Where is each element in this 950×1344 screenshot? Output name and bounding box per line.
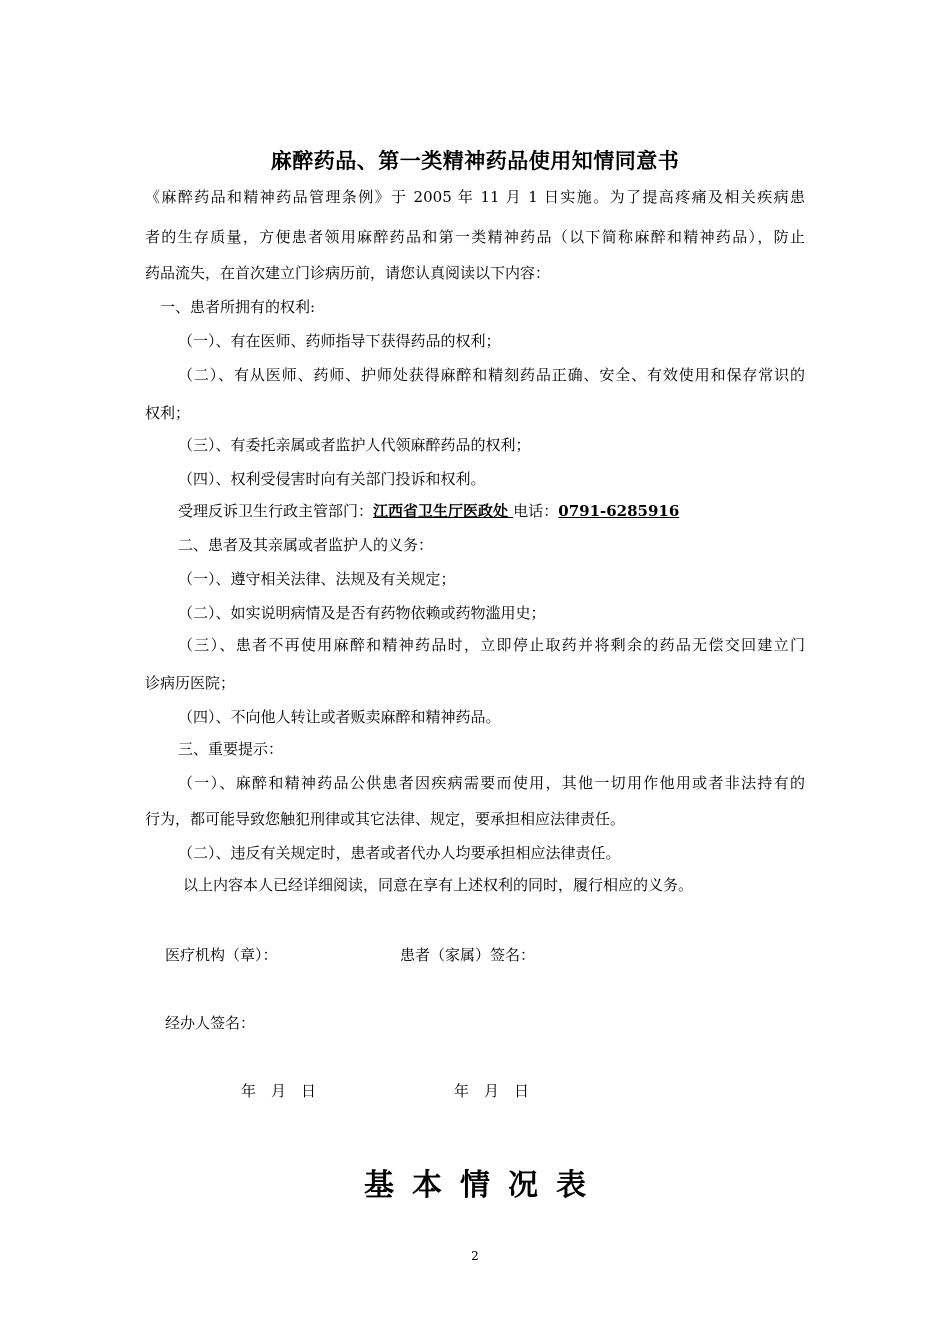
section2-item3-line1: （三）、患者不再使用麻醉和精神药品时，立即停止取药并将剩余的药品无偿交回建立门 — [178, 636, 805, 654]
section1-item2-line1: （二）、有从医师、药师、护师处获得麻醉和精刻药品正确、安全、有效使用和保存常识的 — [178, 366, 805, 384]
section2-item1: （一）、遵守相关法律、法规及有关规定； — [178, 570, 456, 588]
complaint-phone: 0791-6285916 — [558, 502, 680, 520]
phone-label: 电话： — [513, 502, 559, 520]
section1-item1: （一）、有在医师、药师指导下获得药品的权利； — [178, 332, 501, 350]
page-number: 2 — [471, 1249, 479, 1263]
section1-item2-line2: 权利； — [145, 404, 191, 422]
date-left: 年 月 日 — [241, 1082, 317, 1100]
complaint-label: 受理反诉卫生行政主管部门： — [178, 502, 374, 520]
institution-seal-label: 医疗机构（章）： — [165, 946, 278, 964]
intro-line-3: 药品流失，在首次建立门诊病历前，请您认真阅读以下内容： — [145, 264, 551, 282]
section2-heading: 二、患者及其亲属或者监护人的义务： — [178, 536, 434, 554]
section2-item2: （二）、如实说明病情及是否有药物依赖或药物滥用史； — [178, 604, 546, 622]
basic-info-table-title: 基本情况表 — [364, 1168, 604, 1203]
intro-line-2: 者的生存质量，方便患者领用麻醉药品和第一类精神药品（以下简称麻醉和精神药品），防止 — [145, 228, 805, 246]
section1-heading: 一、患者所拥有的权利: — [160, 298, 316, 316]
date-right: 年 月 日 — [454, 1082, 530, 1100]
section2-item4: （四）、不向他人转让或者贩卖麻醉和精神药品。 — [178, 708, 501, 726]
document-title: 麻醉药品、第一类精神药品使用知情同意书 — [270, 149, 680, 173]
section3-item2: （二）、违反有关规定时，患者或者代办人均要承担相应法律责任。 — [178, 844, 621, 862]
section3-item1-line2: 行为，都可能导致您触犯刑律或其它法律、规定，要承担相应法律责任。 — [145, 810, 626, 828]
consent-statement: 以上内容本人已经详细阅读，同意在享有上述权利的同时，履行相应的义务。 — [183, 876, 694, 894]
complaint-line — [178, 500, 679, 522]
section3-heading: 三、重要提示： — [178, 740, 284, 758]
complaint-department: 江西省卫生厅医政处 — [373, 502, 514, 520]
intro-line-1: 《麻醉药品和精神药品管理条例》于 2005 年 11 月 1 日实施。为了提高疼痛及相关疾病患 — [145, 188, 805, 206]
section1-item3: （三）、有委托亲属或者监护人代领麻醉药品的权利； — [178, 436, 531, 454]
section3-item1-line1: （一）、麻醉和精神药品公供患者因疾病需要而使用，其他一切用作他用或者非法持有的 — [178, 774, 805, 792]
patient-signature-label: 患者（家属）签名： — [400, 946, 536, 964]
handler-signature-label: 经办人签名： — [165, 1014, 256, 1032]
section2-item3-line2: 诊病历医院； — [145, 674, 236, 692]
section1-item4: （四）、权利受侵害时向有关部门投诉和权利。 — [178, 470, 486, 488]
